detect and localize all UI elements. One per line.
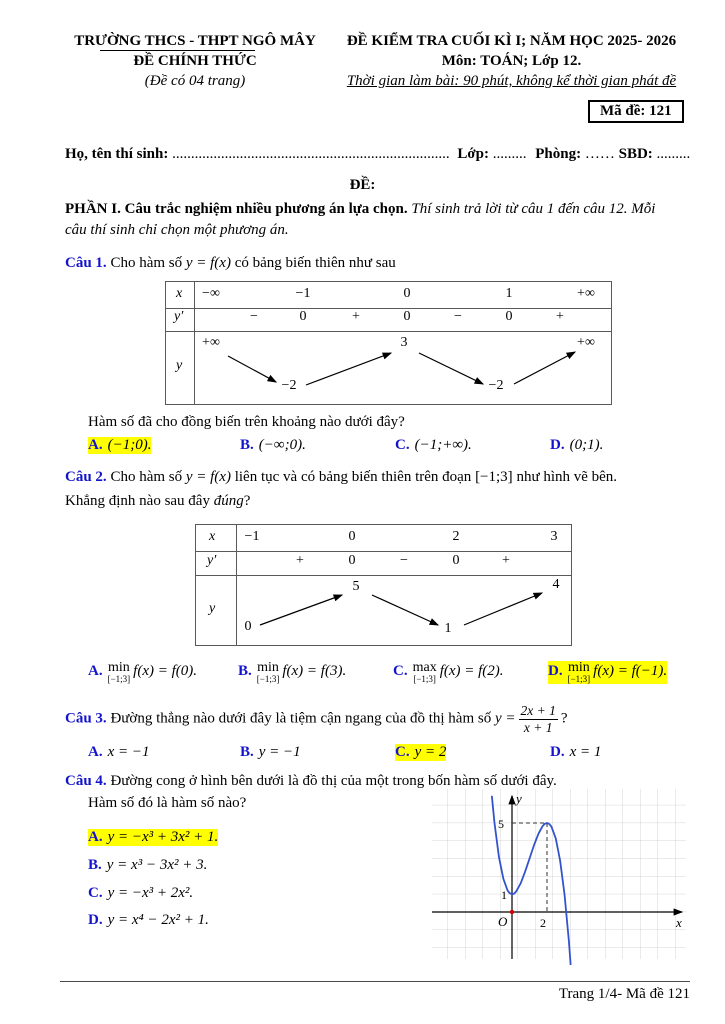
q3-math-lhs: y = [494, 710, 516, 727]
option-text: (0;1). [569, 437, 604, 453]
class-label: Lớp: [457, 146, 490, 162]
header-left [55, 33, 335, 90]
min-operator: min [−1;3] [256, 660, 280, 684]
y-prime-sign: − [400, 553, 408, 568]
y-min-value: 1 [444, 621, 452, 636]
y-max-value: 3 [400, 335, 408, 350]
sbd-label: SBD: [618, 146, 653, 162]
question-1-stem [65, 255, 396, 272]
min-operator: min [−1;3] [107, 660, 131, 684]
table-row-divider [166, 331, 611, 332]
q4-cubic-graph [430, 787, 692, 965]
q2-option-d [548, 661, 667, 684]
y-prime-row-label: y′ [174, 309, 184, 324]
q3-option-d [550, 744, 601, 761]
option-letter: A. [88, 437, 103, 453]
y-endpoint-value: 4 [552, 577, 560, 592]
x-row-label: x [209, 529, 216, 544]
origin-dot [510, 910, 514, 914]
official-exam-label: ĐỀ CHÍNH THỨC [133, 53, 257, 69]
option-expression: f(x) = f(3). [282, 663, 347, 679]
option-letter: C. [393, 663, 408, 679]
table-row-divider [196, 551, 571, 552]
exam-duration: Thời gian làm bài: 90 phút, không kể thời gian phát đề [346, 73, 677, 89]
q2-variation-table [195, 524, 572, 646]
q4-option-d [88, 912, 209, 929]
q4-option-a [88, 829, 218, 846]
class-dots: ......... [492, 146, 527, 162]
option-text: y = −x³ + 3x² + 1. [107, 829, 219, 845]
y-axis-label: y [516, 791, 522, 806]
q2-emphasis: đúng [213, 493, 244, 509]
footer-divider [60, 981, 690, 982]
y-prime-sign: + [296, 553, 304, 568]
x-value: −1 [244, 529, 260, 544]
option-text: x = −1 [107, 744, 150, 760]
school-name: TRƯỜNG THCS - THPT NGÔ MÂY [74, 33, 316, 49]
q1-option-c [395, 437, 472, 454]
x-row-label: x [176, 286, 183, 301]
exam-title: ĐỀ KIỂM TRA CUỐI KÌ I; NĂM HỌC 2025- 2026 [346, 33, 677, 49]
question-4-number: Câu 4. [65, 773, 107, 789]
y-tick-1: 1 [501, 888, 507, 902]
exam-code: Mã đề: 121 [600, 103, 672, 119]
de-heading: ĐỀ: [349, 177, 376, 193]
x-value: 1 [505, 286, 513, 301]
y-prime-sign: 0 [505, 309, 513, 324]
q1-option-d [550, 437, 603, 454]
pages-note: (Đề có 04 trang) [144, 73, 246, 89]
q1-text-after: có bảng biến thiên như sau [230, 255, 396, 271]
part1-note: Thí sinh trả lời từ câu 1 đến câu 12. Mỗi câu thí sinh chỉ chọn một phương án. [65, 201, 656, 238]
option-text: y = x⁴ − 2x² + 1. [107, 912, 209, 928]
option-letter: A. [88, 829, 103, 845]
q2-option-c [393, 661, 504, 684]
sbd-dots: ......... [656, 146, 691, 162]
y-min-value: −2 [488, 378, 504, 393]
q1-function-math: y = f(x) [185, 255, 231, 271]
option-expression: f(x) = f(0). [133, 663, 198, 679]
q2-option-b [238, 661, 346, 684]
room-label: Phòng: [535, 146, 582, 162]
x-tick-2: 2 [540, 916, 546, 930]
q1-variation-table [165, 281, 612, 405]
footer-page-info: Trang 1/4- Mã đề 121 [558, 986, 690, 1002]
q2-prompt-text: Khẳng định nào sau đây [65, 493, 214, 509]
option-letter: D. [550, 437, 565, 453]
option-text: (−1;+∞). [414, 437, 472, 453]
min-operator: min [−1;3] [567, 660, 591, 684]
q3-question-mark: ? [560, 710, 568, 727]
question-2-stem [65, 469, 617, 486]
option-letter: A. [88, 663, 103, 679]
option-text: y = x³ − 3x² + 3. [106, 857, 208, 873]
table-row-divider [166, 308, 611, 309]
q4-option-c [88, 885, 193, 902]
y-prime-sign: − [250, 309, 258, 324]
x-value: 0 [348, 529, 356, 544]
part1-title: PHẦN I. Câu trắc nghiệm nhiều phương án lựa chọn. [65, 201, 408, 217]
header-right [333, 33, 690, 90]
question-2-number: Câu 2. [65, 469, 107, 485]
q1-option-a [88, 437, 151, 454]
option-text: y = 2 [414, 744, 447, 760]
option-letter: D. [548, 663, 563, 679]
y-prime-sign: 0 [299, 309, 307, 324]
y-prime-sign: + [556, 309, 564, 324]
q2-text-end: như hình vẽ bên. [512, 469, 618, 485]
school-name-underline [100, 50, 255, 51]
question-1-number: Câu 1. [65, 255, 107, 271]
fraction-denominator: x + 1 [519, 719, 558, 736]
question-4-prompt: Hàm số đó là hàm số nào? [88, 795, 247, 811]
y-row-label: y [176, 358, 183, 373]
y-prime-sign: 0 [348, 553, 356, 568]
option-letter: B. [238, 663, 252, 679]
y-max-value: 5 [352, 579, 360, 594]
fraction [519, 703, 558, 735]
option-text: x = 1 [569, 744, 602, 760]
origin-label: O [498, 914, 508, 929]
option-letter: A. [88, 744, 103, 760]
table-column-divider [194, 282, 195, 404]
table-column-divider [236, 525, 237, 645]
option-text: y = −x³ + 2x². [107, 885, 194, 901]
exam-code-box [588, 100, 684, 123]
option-letter: C. [88, 885, 103, 901]
q4-text-line1: Đường cong ở hình bên dưới là đồ thị của một trong bốn hàm số dưới đây. [106, 773, 557, 789]
room-dots: …… [584, 146, 615, 162]
option-text: (−1;0). [107, 437, 152, 453]
q2-interval: [−1;3] [475, 469, 513, 485]
student-name-dots: .......................................................................... [172, 146, 450, 162]
q1-variation-arrows [166, 282, 611, 404]
max-operator: max [−1;3] [412, 660, 437, 684]
question-1-prompt: Hàm số đã cho đồng biến trên khoảng nào dưới đây? [88, 414, 405, 430]
y-row-label: y [209, 601, 216, 616]
y-prime-sign: − [454, 309, 462, 324]
q2-text-before: Cho hàm số [106, 469, 186, 485]
option-letter: D. [88, 912, 103, 928]
y-limit-value: +∞ [577, 335, 595, 350]
fraction-numerator: 2x + 1 [520, 703, 556, 718]
y-min-value: −2 [281, 378, 297, 393]
x-value: −∞ [202, 286, 220, 301]
exam-subject: Môn: TOÁN; Lớp 12. [441, 53, 582, 69]
x-value: 0 [403, 286, 411, 301]
q1-option-b [240, 437, 306, 454]
x-axis-label: x [676, 915, 682, 930]
option-letter: B. [240, 744, 254, 760]
y-limit-value: +∞ [202, 335, 220, 350]
option-letter: C. [395, 744, 410, 760]
question-2-prompt [65, 493, 250, 510]
q1-text-before: Cho hàm số [106, 255, 186, 271]
y-endpoint-value: 0 [244, 619, 252, 634]
y-tick-5: 5 [498, 817, 504, 831]
option-letter: C. [395, 437, 410, 453]
table-row-divider [196, 575, 571, 576]
graph-grid [432, 789, 686, 959]
student-info-line [65, 146, 690, 163]
y-prime-row-label: y′ [207, 553, 217, 568]
student-name-label: Họ, tên thí sinh: [65, 146, 169, 162]
q3-option-a [88, 744, 150, 761]
option-letter: D. [550, 744, 565, 760]
q2-prompt-end: ? [243, 493, 251, 509]
x-value: 2 [452, 529, 460, 544]
option-text: y = −1 [258, 744, 301, 760]
q2-text-mid: liên tục và có bảng biến thiên trên đoạn [230, 469, 476, 485]
q3-text: Đường thẳng nào dưới đây là tiệm cận ngang của đồ thị hàm số [106, 710, 495, 727]
x-value: −1 [295, 286, 311, 301]
x-value: +∞ [577, 286, 595, 301]
q4-option-b [88, 857, 207, 874]
option-expression: f(x) = f(−1). [593, 663, 668, 679]
option-letter: B. [88, 857, 102, 873]
x-value: 3 [550, 529, 558, 544]
part1-instructions [65, 199, 666, 241]
q3-option-c [395, 744, 446, 761]
option-letter: B. [240, 437, 254, 453]
y-prime-sign: + [502, 553, 510, 568]
question-3-stem [65, 703, 568, 735]
q2-function-math: y = f(x) [185, 469, 231, 485]
option-text: (−∞;0). [258, 437, 306, 453]
y-prime-sign: 0 [452, 553, 460, 568]
option-expression: f(x) = f(2). [439, 663, 504, 679]
q2-option-a [88, 661, 197, 684]
question-3-number: Câu 3. [65, 710, 107, 727]
q3-option-b [240, 744, 301, 761]
y-prime-sign: + [352, 309, 360, 324]
y-prime-sign: 0 [403, 309, 411, 324]
